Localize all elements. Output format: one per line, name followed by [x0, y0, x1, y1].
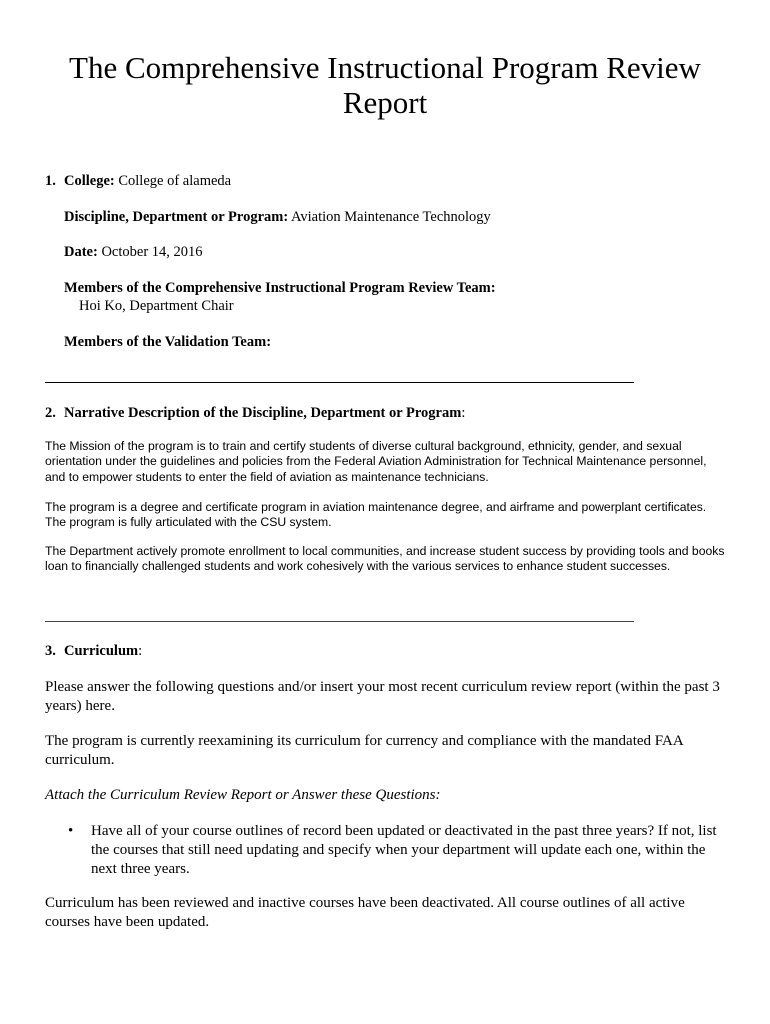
- discipline-label: Discipline, Department or Program:: [64, 209, 289, 225]
- mission-paragraph: The Mission of the program is to train and certify students of diverse cultural background, ethnicity, gender, and sexual orientation under the guidelines and policies from the Federal Aviation Administration for Technical Maintenance personnel, and to empower students to enter the field of aviation as maintenance technicians.: [45, 439, 707, 484]
- narrative-heading: Narrative Description of the Discipline, Department or Program: [64, 405, 462, 421]
- review-team-heading: Members of the Comprehensive Instructional Program Review Team:: [64, 280, 496, 296]
- bullet-icon: •: [68, 823, 74, 839]
- heading-colon: :: [138, 643, 143, 659]
- page-title: The Comprehensive Instructional Program Review Report: [69, 50, 701, 120]
- curriculum-intro: Please answer the following questions and/or insert your most recent curriculum review report (within the past 3 years) here.: [45, 679, 720, 714]
- curriculum-question: Have all of your course outlines of record been updated or deactivated in the past three years? If not, list the courses that still need updating and specify when your department will update each one, within the next three years.: [91, 823, 717, 877]
- section-3-number: 3.: [45, 643, 56, 659]
- program-paragraph: The program is a degree and certificate program in aviation maintenance degree, and airframe and powerplant certificates. The program is fully articulated with the CSU system.: [45, 500, 707, 530]
- divider-line: [45, 382, 634, 383]
- section-2-heading: [45, 404, 725, 422]
- date-row: [64, 243, 724, 261]
- divider-line: [45, 621, 634, 622]
- college-row: [45, 172, 725, 190]
- discipline-value: Aviation Maintenance Technology: [291, 209, 491, 225]
- enrollment-paragraph: The Department actively promote enrollment to local communities, and increase student success by providing tools and books loan to financially challenged students and work cohesively with the various services to enhance student successes.: [45, 544, 725, 574]
- heading-colon: :: [461, 405, 466, 421]
- instruction-line: Attach the Curriculum Review Report or Answer these Questions:: [45, 787, 441, 803]
- section-1-number: 1.: [45, 173, 56, 189]
- discipline-row: [64, 208, 724, 226]
- validation-team-label: [64, 333, 724, 351]
- section-2-number: 2.: [45, 405, 56, 421]
- validation-team-heading: Members of the Validation Team:: [64, 334, 272, 350]
- review-team-label: [64, 279, 724, 297]
- college-label: College:: [64, 173, 115, 189]
- section-3-heading: [45, 642, 725, 660]
- curriculum-heading: Curriculum: [64, 643, 139, 659]
- college-value: College of alameda: [118, 173, 232, 189]
- curriculum-status: The program is currently reexamining its curriculum for currency and compliance with the mandated FAA curriculum.: [45, 733, 683, 768]
- curriculum-answer: Curriculum has been reviewed and inactive courses have been deactivated. All course outlines of all active courses have been updated.: [45, 895, 685, 930]
- date-value: October 14, 2016: [101, 244, 203, 260]
- date-label: Date:: [64, 244, 98, 260]
- review-team-member: Hoi Ko, Department Chair: [79, 298, 234, 314]
